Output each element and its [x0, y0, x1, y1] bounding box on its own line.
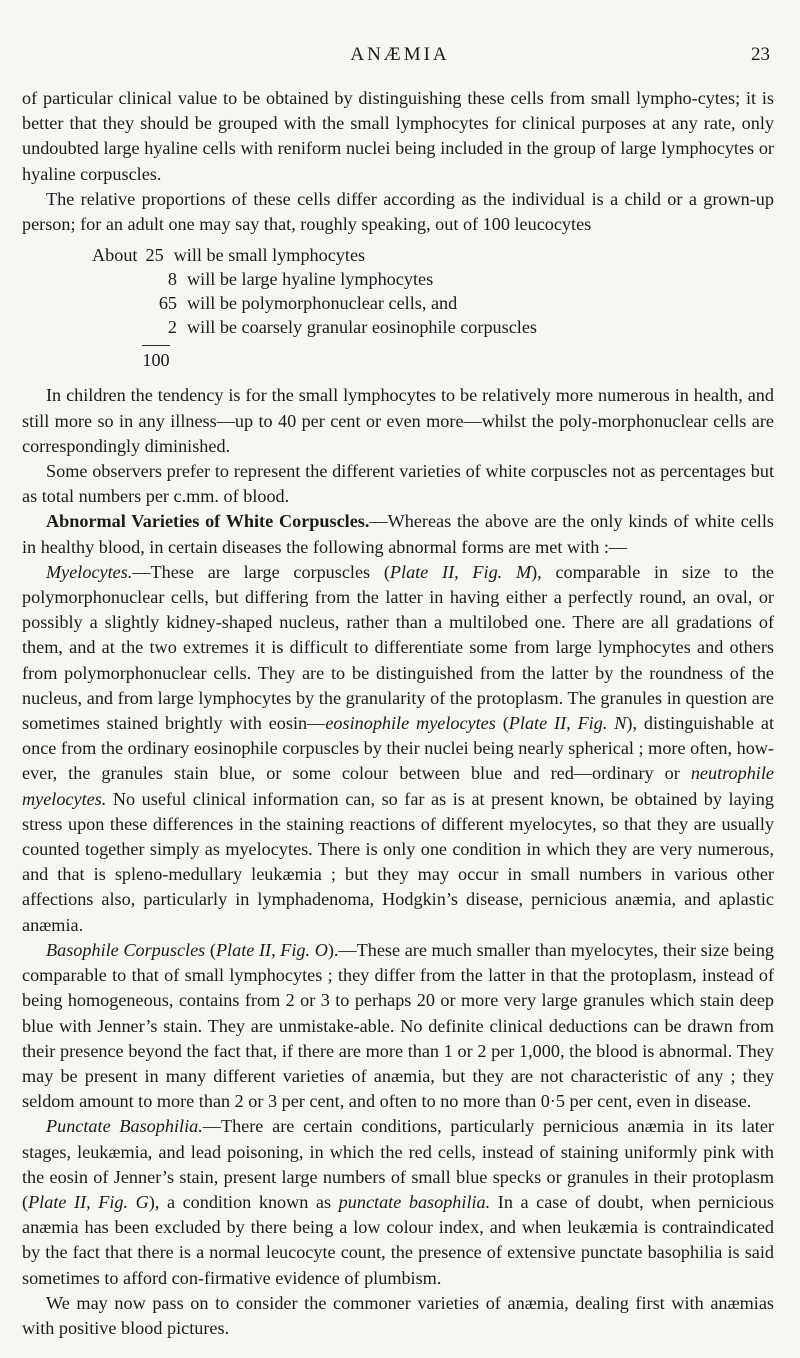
text-run: ), a condition known as	[148, 1191, 339, 1212]
paragraph-punctate-basophilia	[22, 1114, 774, 1290]
table-total-row	[142, 345, 774, 373]
term-punctate-basophilia: punctate basophilia.	[338, 1191, 491, 1212]
row-text: will be small lymphocytes	[173, 245, 366, 266]
row-number: 65	[158, 293, 177, 314]
leucocyte-proportions-table	[92, 243, 774, 339]
row-number: 2	[167, 317, 177, 338]
page-body	[22, 86, 774, 1341]
section-heading: Abnormal Varieties of White Corpuscles.	[46, 511, 370, 532]
text-run: ), comparable in size to the polymorphonuclear cells, but differing from the latter in having either a perfectly round, an oval, or possibly a slightly kidney-shaped nucleus, rather than a multilobed one. There are all gradations of them, and at the two extremes it is difficult to differentiate some from large lymphocytes and others from polymorphonuclear cells. They are to be distinguished from the latter by the roundness of the nucleus, and from large lymphocytes by the granularity of the protoplasm. The granules in question are sometimes stained brightly with eosin—	[22, 561, 774, 734]
paragraph-continued: of particular clinical value to be obtained by distinguishing these cells from small lympho-cytes; it is better that they should be grouped with the small lymphocytes for clinical purposes at any rate, only undoubted large hyaline cells with reniform nuclei being included in the group of large lymphocytes or hyaline corpuscles.	[22, 88, 774, 184]
row-number: 8	[167, 269, 177, 290]
term-myelocytes: Myelocytes.	[46, 561, 133, 582]
term-eosinophile-myelocytes: eosinophile myelocytes	[325, 713, 496, 734]
text-run: ), distinguishable at once from the ordinary eosinophile corpuscles by their nuclei being nearly spherical ; more often, how-ever, the granules stain blue, or some colour between blue and red—ordinary or	[22, 713, 774, 784]
text-run: No useful clinical information can, so far as is at present known, be obtained by laying stress upon these differences in the staining reactions of different myelocytes, so that they are usually counted together simply as myelocytes. There is only one condition in which they are very numerous, and that is spleno-medullary leukæmia ; but they may occur in small numbers in various other affections also, particularly in lymphadenoma, Hodgkin’s disease, pernicious anæmia, and aplastic anæmia.	[22, 788, 774, 935]
term-punctate-basophilia: Punctate Basophilia.	[46, 1116, 203, 1137]
row-prefix: About	[92, 245, 138, 266]
page-number: 23	[751, 44, 770, 65]
running-head	[0, 42, 800, 72]
paragraph-proportions: The relative proportions of these cells differ according as the individual is a child or a grown-up person; for an adult one may say that, roughly speaking, out of 100 leucocytes	[22, 188, 774, 235]
row-text: will be coarsely granular eosinophile corpuscles	[187, 317, 537, 338]
paragraph-text: —Whereas the above are the only kinds of white cells in healthy blood, in certain diseases the following abnormal forms are met with :—	[22, 511, 774, 557]
term-neutrophile-myelocytes: neutrophile myelocytes.	[22, 763, 774, 809]
text-run: (	[495, 713, 509, 734]
plate-reference: Plate II, Fig. O	[215, 939, 328, 960]
plate-reference: Plate II, Fig. N	[508, 713, 627, 734]
plate-reference: Plate II, Fig. G	[28, 1191, 149, 1212]
paragraph-children: In children the tendency is for the small lymphocytes to be relatively more numerous in health, and still more so in any illness—up to 40 per cent or even more—whilst the poly-morphonuclear cells are correspondingly diminished.	[22, 385, 774, 456]
table-row	[92, 291, 774, 315]
paragraph-closing: We may now pass on to consider the commoner varieties of anæmia, dealing first with anæmias with positive blood pictures.	[22, 1292, 774, 1338]
chapter-title: ANÆMIA	[350, 44, 450, 65]
paragraph-abnormal-varieties	[22, 509, 774, 559]
paragraph-observers: Some observers prefer to represent the different varieties of white corpuscles not as percentages but as total numbers per c.mm. of blood.	[22, 461, 774, 507]
text-run: —These are large corpuscles (	[132, 561, 390, 582]
text-run: In a case of doubt, when pernicious anæmia has been excluded by there being a low colour index, and when leukæmia is contraindicated by the fact that there is a normal leucocyte count, the presence of extensive punctate basophilia is said sometimes to afford con-firmative evidence of plumbism.	[22, 1191, 774, 1288]
paragraph-basophile	[22, 938, 774, 1114]
table-row	[92, 243, 774, 267]
table-row	[92, 267, 774, 291]
row-text: will be polymorphonuclear cells, and	[187, 293, 458, 314]
plate-reference: Plate II, Fig. M	[389, 561, 532, 582]
term-basophile-corpuscles: Basophile Corpuscles	[46, 939, 206, 960]
paragraph-myelocytes	[22, 560, 774, 938]
row-number: 25	[145, 245, 164, 266]
text-run: (	[205, 939, 216, 960]
text-run: —There are certain conditions, particularly pernicious anæmia in its later stages, leukæmia, and lead poisoning, in which the red cells, instead of staining uniformly pink with the eosin of Jenner’s stain, present large numbers of small blue specks or granules in their protoplasm (	[22, 1116, 774, 1212]
text-run: ).—These are much smaller than myelocytes, their size being comparable to that of small lymphocytes ; they differ from the latter in that the protoplasm, instead of being homogeneous, contains from 2 or 3 to perhaps 20 or more very large granules which stain deep blue with Jenner’s stain. They are unmistake-able. No definite clinical deductions can be drawn from their presence beyond the fact that, if there are more than 1 or 2 per 1,000, the blood is abnormal. They may be present in many different varieties of anæmia, but they are not characteristic of any ; they seldom amount to more than 2 or 3 per cent, and often to no more than 0·5 per cent, even in disease.	[22, 939, 775, 1112]
row-text: will be large hyaline lymphocytes	[187, 269, 434, 290]
table-total: 100	[142, 345, 170, 373]
table-row	[92, 315, 774, 339]
